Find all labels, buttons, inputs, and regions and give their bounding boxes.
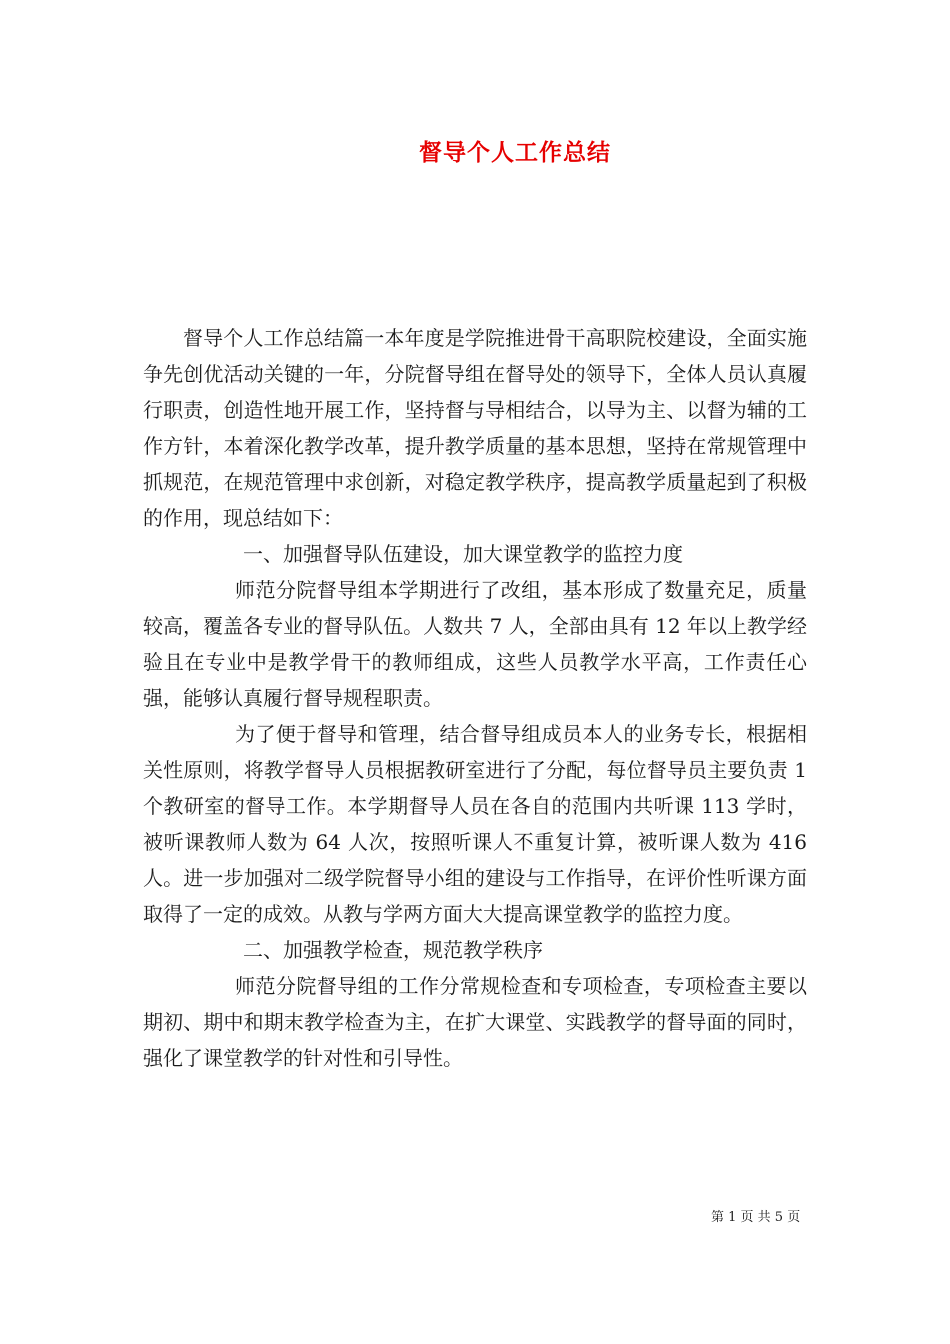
paragraph-inspection: 师范分院督导组的工作分常规检查和专项检查，专项检查主要以期初、期中和期末教学检查为主，在扩大课堂、实践教学的督导面的同时，强化了课堂教学的针对性和引导性。 (143, 974, 807, 1070)
page-footer: 第 1 页 共 5 页 (711, 1210, 801, 1225)
section-heading-1: 一、加强督导队伍建设，加大课堂教学的监控力度 (243, 542, 683, 566)
section-heading-2: 二、加强教学检查，规范教学秩序 (243, 938, 543, 962)
paragraph-intro: 督导个人工作总结篇一本年度是学院推进骨干高职院校建设，全面实施争先创优活动关键的一年，分院督导组在督导处的领导下，全体人员认真履行职责，创造性地开展工作，坚持督与导相结合，以导为主、以督为辅的工作方针，本着深化教学改革，提升教学质量的基本思想，坚持在常规管理中抓规范，在规范管理中求创新，对稳定教学秩序，提高教学质量起到了积极的作用，现总结如下： (143, 326, 807, 530)
document-body (143, 320, 807, 1076)
paragraph-team: 师范分院督导组本学期进行了改组，基本形成了数量充足，质量较高，覆盖各专业的督导队伍。人数共 7 人，全部由具有 12 年以上教学经验且在专业中是教学骨干的教师组成，这些人员教学水平高，工作责任心强，能够认真履行督导规程职责。 (143, 578, 807, 710)
document-title: 督导个人工作总结 (419, 140, 611, 166)
paragraph-assignment: 为了便于督导和管理，结合督导组成员本人的业务专长，根据相关性原则，将教学督导人员根据教研室进行了分配，每位督导员主要负责 1 个教研室的督导工作。本学期督导人员在各自的范围内共听课 113 学时，被听课教师人数为 64 人次，按照听课人不重复计算，被听课人数为 416 人。进一步加强对二级学院督导小组的建设与工作指导，在评价性听课方面取得了一定的成效。从教与学两方面大大提高课堂教学的监控力度。 (143, 722, 807, 926)
